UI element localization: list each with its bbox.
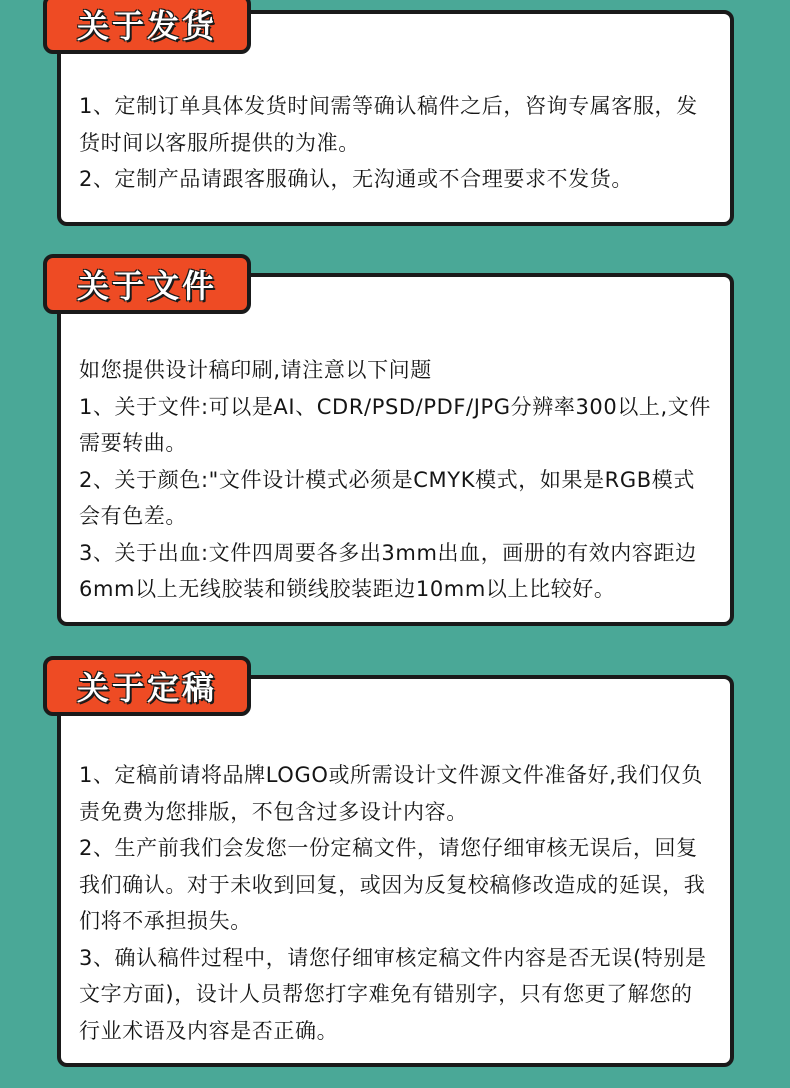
paragraph: 1、定制订单具体发货时间需等确认稿件之后，咨询专属客服，发货时间以客服所提供的为准。: [79, 94, 698, 155]
section-title: 关于文件: [76, 267, 217, 305]
card-body: [79, 88, 712, 198]
paragraph: 3、关于出血:文件四周要各多出3mm出血，画册的有效内容距边6mm以上无线胶装和锁线胶装距边10mm以上比较好。: [79, 540, 697, 601]
section-tag-finalization: [43, 656, 251, 716]
paragraph: 如您提供设计稿印刷,请注意以下问题: [79, 358, 432, 382]
info-card-files: [57, 273, 734, 626]
section-title: 关于发货: [76, 7, 217, 45]
paragraph: 1、关于文件:可以是AI、CDR/PSD/PDF/JPG分辨率300以上,文件需要转曲。: [79, 394, 712, 455]
section-title: 关于定稿: [76, 669, 217, 707]
paragraph: 2、关于颜色:"文件设计模式必须是CMYK模式，如果是RGB模式会有色差。: [79, 467, 695, 528]
paragraph: 2、生产前我们会发您一份定稿文件，请您仔细审核无误后，回复我们确认。对于未收到回复，或因为反复校稿修改造成的延误，我们将不承担损失。: [79, 836, 706, 933]
card-body: [79, 757, 712, 1049]
paragraph: 3、确认稿件过程中，请您仔细审核定稿文件内容是否无误(特别是文字方面)，设计人员帮您打字难免有错别字，只有您更了解您的行业术语及内容是否正确。: [79, 945, 707, 1043]
section-tag-shipping: [43, 0, 251, 54]
info-card-finalization: [57, 675, 734, 1067]
paragraph: 2、定制产品请跟客服确认，无沟通或不合理要求不发货。: [79, 167, 633, 191]
section-tag-files: [43, 254, 251, 314]
paragraph: 1、定稿前请将品牌LOGO或所需设计文件源文件准备好,我们仅负责免费为您排版，不包含过多设计内容。: [79, 763, 703, 824]
card-body: [79, 352, 712, 608]
